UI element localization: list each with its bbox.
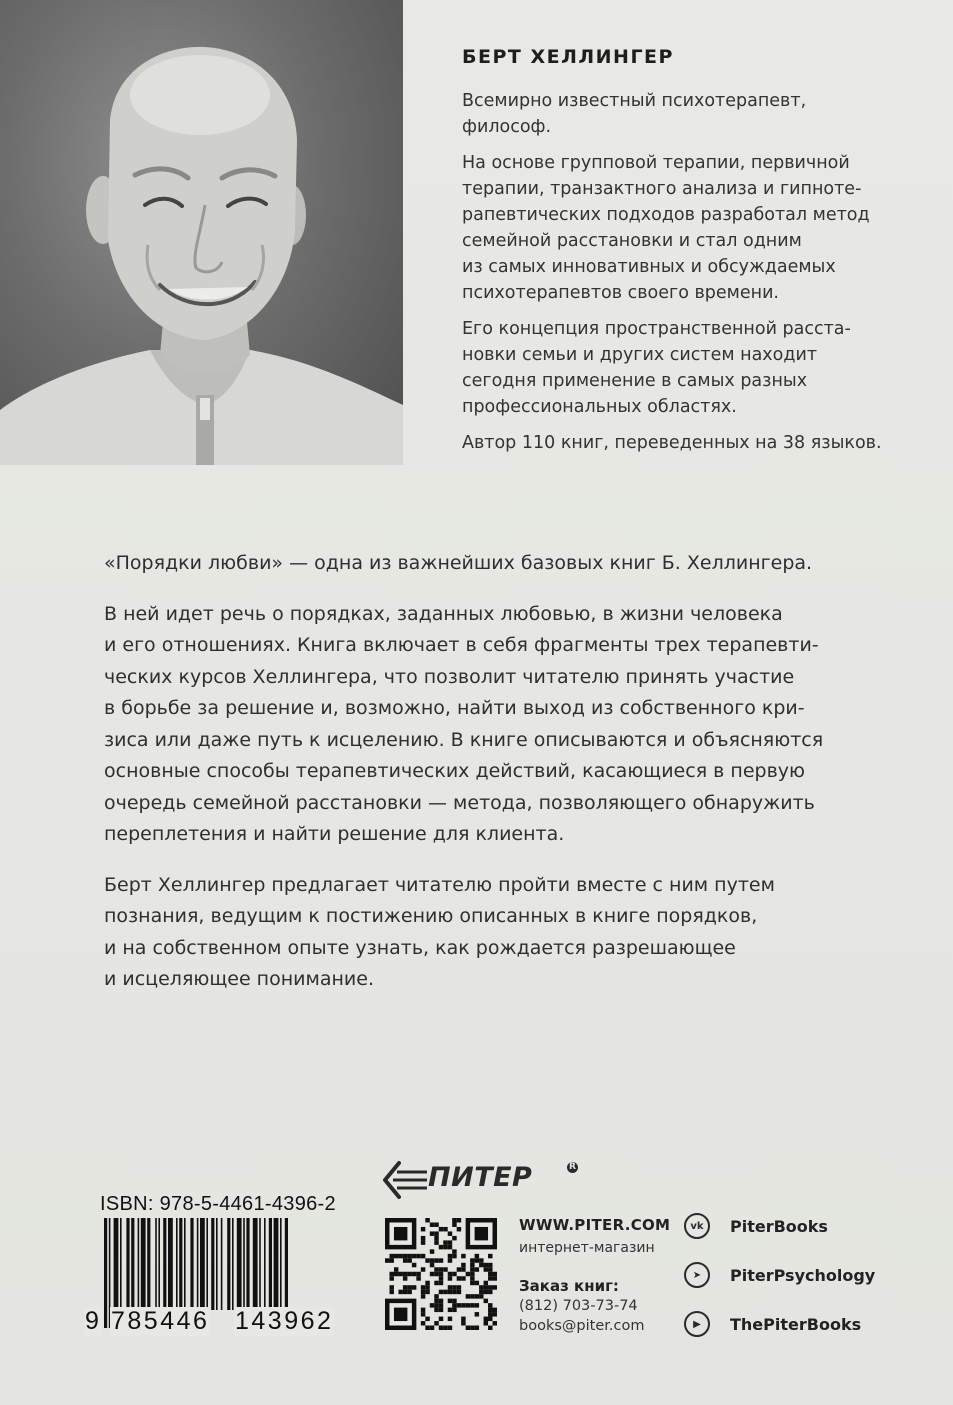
qr-module <box>439 1276 443 1280</box>
barcode-digits <box>84 1307 348 1337</box>
qr-module <box>448 1317 452 1321</box>
qr-module <box>470 1263 474 1267</box>
qr-module <box>470 1267 474 1271</box>
qr-module <box>394 1308 407 1321</box>
qr-module <box>398 1272 402 1276</box>
qr-module <box>439 1272 443 1276</box>
author-photo <box>0 0 403 465</box>
qr-module <box>488 1326 492 1330</box>
qr-module <box>488 1276 492 1280</box>
qr-module <box>457 1218 461 1222</box>
qr-module <box>457 1267 461 1271</box>
barcode-bar <box>155 1218 157 1310</box>
barcode-bar <box>232 1218 234 1310</box>
qr-module <box>457 1285 461 1289</box>
bio-paragraph: На основе групповой терапии, первичной терапии, транзактного анализа и гипноте- рапевтических подходов разработал метод семейной расстановки и стал одним из самых инновативных и обсуждаемых психотерапевтов своего времени. <box>462 153 870 303</box>
qr-module <box>421 1321 425 1325</box>
qr-module <box>493 1276 497 1280</box>
order-email: books@piter.com <box>519 1318 645 1334</box>
qr-module <box>466 1326 470 1330</box>
qr-module <box>493 1285 497 1289</box>
barcode-bar <box>274 1218 279 1310</box>
qr-module <box>434 1308 438 1312</box>
qr-module <box>421 1312 425 1316</box>
qr-module <box>461 1254 465 1258</box>
qr-module <box>412 1285 416 1289</box>
qr-module <box>457 1227 461 1231</box>
qr-module <box>479 1290 483 1294</box>
qr-module <box>421 1236 425 1240</box>
qr-module <box>403 1258 407 1262</box>
qr-module <box>407 1290 411 1294</box>
qr-module <box>448 1285 452 1289</box>
qr-module <box>475 1294 479 1298</box>
barcode-bar <box>259 1218 261 1310</box>
bio-paragraph: Автор 110 книг, переведенных на 38 языков. <box>462 433 882 453</box>
qr-module <box>407 1254 411 1258</box>
barcode-bar <box>114 1218 119 1310</box>
qr-module <box>488 1263 492 1267</box>
qr-module <box>457 1290 461 1294</box>
order-label: Заказ книг: <box>519 1277 619 1295</box>
qr-module <box>430 1258 434 1262</box>
qr-module <box>457 1276 461 1280</box>
qr-module <box>452 1218 456 1222</box>
qr-module <box>425 1317 429 1321</box>
author-bio <box>462 88 902 466</box>
qr-module <box>452 1272 456 1276</box>
qr-module <box>488 1308 492 1312</box>
registered-mark-icon: R <box>567 1162 578 1173</box>
qr-module <box>461 1303 465 1307</box>
qr-module <box>403 1285 407 1289</box>
qr-module <box>425 1281 429 1285</box>
qr-module <box>479 1263 483 1267</box>
qr-module <box>430 1231 434 1235</box>
qr-code <box>385 1218 497 1330</box>
qr-module <box>421 1267 425 1271</box>
qr-module <box>475 1281 479 1285</box>
qr-module <box>394 1254 398 1258</box>
qr-module <box>421 1290 425 1294</box>
qr-module <box>488 1285 492 1289</box>
qr-module <box>434 1303 438 1307</box>
qr-module <box>448 1254 452 1258</box>
qr-module <box>479 1285 483 1289</box>
qr-module <box>403 1254 407 1258</box>
qr-module <box>439 1317 443 1321</box>
social-youtube <box>684 1309 861 1339</box>
qr-module <box>443 1227 447 1231</box>
qr-module <box>493 1308 497 1312</box>
qr-module <box>416 1254 420 1258</box>
qr-module <box>407 1258 411 1262</box>
bio-paragraph: Всемирно известный психотерапевт, философ. <box>462 91 807 137</box>
qr-module <box>479 1294 483 1298</box>
qr-module <box>448 1231 452 1235</box>
publisher-logo <box>375 1160 595 1200</box>
qr-module <box>484 1317 488 1321</box>
qr-module <box>425 1290 429 1294</box>
qr-module <box>434 1236 438 1240</box>
qr-module <box>439 1258 443 1262</box>
qr-module <box>430 1222 434 1226</box>
author-name: БЕРТ ХЕЛЛИНГЕР <box>462 46 674 68</box>
qr-module <box>425 1258 429 1262</box>
social-telegram <box>684 1260 875 1290</box>
barcode-bar <box>120 1218 122 1310</box>
barcode-digits-left: 785446 <box>111 1307 210 1335</box>
qr-module <box>439 1299 443 1303</box>
barcode-bar <box>211 1218 214 1310</box>
qr-module <box>439 1290 443 1294</box>
publisher-website: WWW.PITER.COM <box>519 1216 671 1234</box>
qr-module <box>421 1254 425 1258</box>
barcode-bar <box>163 1218 166 1310</box>
qr-module <box>452 1299 456 1303</box>
qr-module <box>448 1245 452 1249</box>
book-description <box>104 548 864 1015</box>
qr-module <box>488 1290 492 1294</box>
social-vk <box>684 1211 828 1241</box>
qr-module <box>430 1303 434 1307</box>
barcode-bar <box>138 1218 140 1310</box>
qr-module <box>389 1290 393 1294</box>
qr-module <box>470 1303 474 1307</box>
qr-module <box>443 1240 447 1244</box>
barcode-bar <box>168 1218 173 1310</box>
qr-module <box>448 1326 452 1330</box>
qr-module <box>412 1263 416 1267</box>
qr-module <box>434 1299 438 1303</box>
qr-module <box>488 1312 492 1316</box>
qr-module <box>416 1276 420 1280</box>
qr-module <box>461 1263 465 1267</box>
social-label: ThePiterBooks <box>730 1314 862 1334</box>
qr-module <box>389 1254 393 1258</box>
qr-module <box>452 1308 456 1312</box>
qr-module <box>443 1267 447 1271</box>
qr-module <box>434 1231 438 1235</box>
description-paragraph: Берт Хеллингер предлагает читателю пройти вместе с ним путем познания, ведущим к постижению описанных в книге порядков, и на собственном опыте узнать, как рождается разрешающее и исцеляющее понимание. <box>104 873 775 990</box>
qr-module <box>470 1326 474 1330</box>
barcode-bar <box>190 1218 193 1310</box>
qr-module <box>434 1222 438 1226</box>
qr-module <box>448 1299 452 1303</box>
barcode-bar <box>246 1218 249 1310</box>
qr-module <box>452 1285 456 1289</box>
qr-module <box>407 1272 411 1276</box>
qr-module <box>452 1222 456 1226</box>
qr-module <box>448 1290 452 1294</box>
qr-module <box>425 1326 429 1330</box>
qr-module <box>452 1236 456 1240</box>
qr-module <box>452 1290 456 1294</box>
qr-module <box>439 1227 443 1231</box>
qr-module <box>488 1303 492 1307</box>
qr-module <box>443 1245 447 1249</box>
qr-module <box>488 1267 492 1271</box>
vk-icon: vk <box>684 1213 710 1239</box>
qr-module <box>389 1258 393 1262</box>
barcode-bar <box>269 1218 272 1310</box>
shop-label: интернет-магазин <box>519 1240 655 1256</box>
qr-module <box>493 1272 497 1276</box>
barcode-bar <box>264 1218 266 1310</box>
qr-module <box>488 1317 492 1321</box>
qr-module <box>466 1294 470 1298</box>
qr-module <box>484 1299 488 1303</box>
qr-module <box>403 1272 407 1276</box>
qr-module <box>461 1276 465 1280</box>
qr-module <box>421 1285 425 1289</box>
qr-module <box>434 1294 438 1298</box>
qr-module <box>430 1326 434 1330</box>
description-paragraph: «Порядки любви» — одна из важнейших базовых книг Б. Хеллингера. <box>104 552 813 574</box>
qr-module <box>484 1321 488 1325</box>
qr-module <box>439 1281 443 1285</box>
qr-module <box>448 1308 452 1312</box>
qr-module <box>421 1240 425 1244</box>
qr-module <box>448 1272 452 1276</box>
qr-module <box>407 1285 411 1289</box>
qr-module <box>475 1312 479 1316</box>
qr-module <box>425 1218 429 1222</box>
qr-module <box>484 1290 488 1294</box>
qr-module <box>430 1272 434 1276</box>
qr-module <box>488 1254 492 1258</box>
qr-module <box>430 1249 434 1253</box>
social-label: PiterPsychology <box>730 1265 876 1285</box>
publisher-logo-text: ПИТЕР <box>428 1162 533 1193</box>
qr-module <box>488 1272 492 1276</box>
qr-module <box>493 1321 497 1325</box>
qr-module <box>475 1254 479 1258</box>
qr-module <box>457 1303 461 1307</box>
qr-module <box>493 1312 497 1316</box>
qr-module <box>452 1254 456 1258</box>
qr-module <box>475 1326 479 1330</box>
qr-module <box>398 1254 402 1258</box>
youtube-icon: ▶ <box>684 1311 710 1337</box>
barcode-bar <box>216 1218 218 1310</box>
qr-module <box>403 1276 407 1280</box>
order-phone: (812) 703-73-74 <box>519 1298 638 1314</box>
qr-module <box>434 1281 438 1285</box>
qr-module <box>403 1290 407 1294</box>
qr-module <box>475 1267 479 1271</box>
qr-module <box>434 1240 438 1244</box>
barcode-bar <box>227 1218 230 1310</box>
qr-module <box>484 1285 488 1289</box>
qr-module <box>385 1258 389 1262</box>
barcode-bar <box>147 1218 150 1310</box>
qr-module <box>412 1272 416 1276</box>
qr-module <box>484 1263 488 1267</box>
barcode-bar <box>243 1218 245 1310</box>
qr-module <box>434 1321 438 1325</box>
qr-module <box>479 1258 483 1262</box>
barcode-bar <box>184 1218 186 1310</box>
qr-module <box>421 1308 425 1312</box>
barcode-bar <box>176 1218 178 1310</box>
qr-module <box>434 1258 438 1262</box>
qr-module <box>484 1267 488 1271</box>
barcode-digits-right: 143962 <box>235 1307 334 1335</box>
qr-module <box>394 1227 407 1240</box>
qr-module <box>452 1303 456 1307</box>
qr-module <box>448 1276 452 1280</box>
qr-module <box>398 1290 402 1294</box>
qr-module <box>389 1276 393 1280</box>
qr-module <box>439 1267 443 1271</box>
barcode-bar <box>179 1218 182 1310</box>
qr-module <box>475 1303 479 1307</box>
isbn-label: ISBN: 978-5-4461-4396-2 <box>100 1193 336 1215</box>
telegram-icon: ➤ <box>684 1262 710 1288</box>
barcode-bar <box>237 1218 242 1310</box>
barcode-bar <box>221 1218 223 1310</box>
qr-module <box>470 1272 474 1276</box>
qr-module <box>452 1249 456 1253</box>
barcode-bar <box>141 1218 146 1310</box>
qr-module <box>484 1281 488 1285</box>
qr-module <box>448 1258 452 1262</box>
qr-module <box>470 1258 474 1262</box>
barcode-bar <box>126 1218 129 1310</box>
qr-module <box>425 1285 429 1289</box>
qr-module <box>461 1267 465 1271</box>
barcode-bar <box>253 1218 258 1310</box>
qr-module <box>421 1294 425 1298</box>
social-label: PiterBooks <box>730 1216 828 1236</box>
qr-module <box>448 1240 452 1244</box>
qr-module <box>439 1326 443 1330</box>
qr-module <box>475 1227 488 1240</box>
qr-module <box>434 1267 438 1271</box>
qr-module <box>466 1272 470 1276</box>
qr-module <box>421 1227 425 1231</box>
qr-module <box>439 1303 443 1307</box>
qr-module <box>412 1254 416 1258</box>
qr-module <box>443 1326 447 1330</box>
qr-module <box>475 1258 479 1262</box>
qr-module <box>394 1267 398 1271</box>
barcode-digit-prefix: 9 <box>85 1307 102 1335</box>
qr-module <box>389 1272 393 1276</box>
qr-module <box>470 1294 474 1298</box>
barcode-bar <box>131 1218 134 1310</box>
qr-module <box>443 1290 447 1294</box>
qr-module <box>466 1303 470 1307</box>
qr-module <box>434 1272 438 1276</box>
qr-module <box>394 1272 398 1276</box>
qr-module <box>470 1281 474 1285</box>
qr-module <box>416 1272 420 1276</box>
qr-module <box>439 1308 443 1312</box>
qr-module <box>461 1317 465 1321</box>
piter-emblem-icon <box>375 1160 430 1200</box>
qr-module <box>389 1285 393 1289</box>
barcode-bar <box>158 1218 160 1310</box>
qr-module <box>470 1276 474 1280</box>
description-paragraph: В ней идет речь о порядках, заданных любовью, в жизни человека и его отношениях. Книга включает в себя фрагменты трех терапевти- ческих курсов Хеллингера, что позволит читателю принять участие в борьбе за решение и, возможно, найти выход из собственного кри- зиса или даже путь к исцелению. В книге описываются и объясняются основные способы терапевтических действий, касающиеся в первую очередь семейной расстановки — метода, позволяющего обнаружить переплетения и найти решение для клиента. <box>104 602 824 845</box>
qr-module <box>461 1321 465 1325</box>
bio-paragraph: Его концепция пространственной расста- новки семьи и других систем находит сегодня применение в самых разных профессиональных областях. <box>462 319 851 417</box>
qr-module <box>439 1245 443 1249</box>
qr-module <box>430 1263 434 1267</box>
barcode-bar <box>206 1218 208 1310</box>
